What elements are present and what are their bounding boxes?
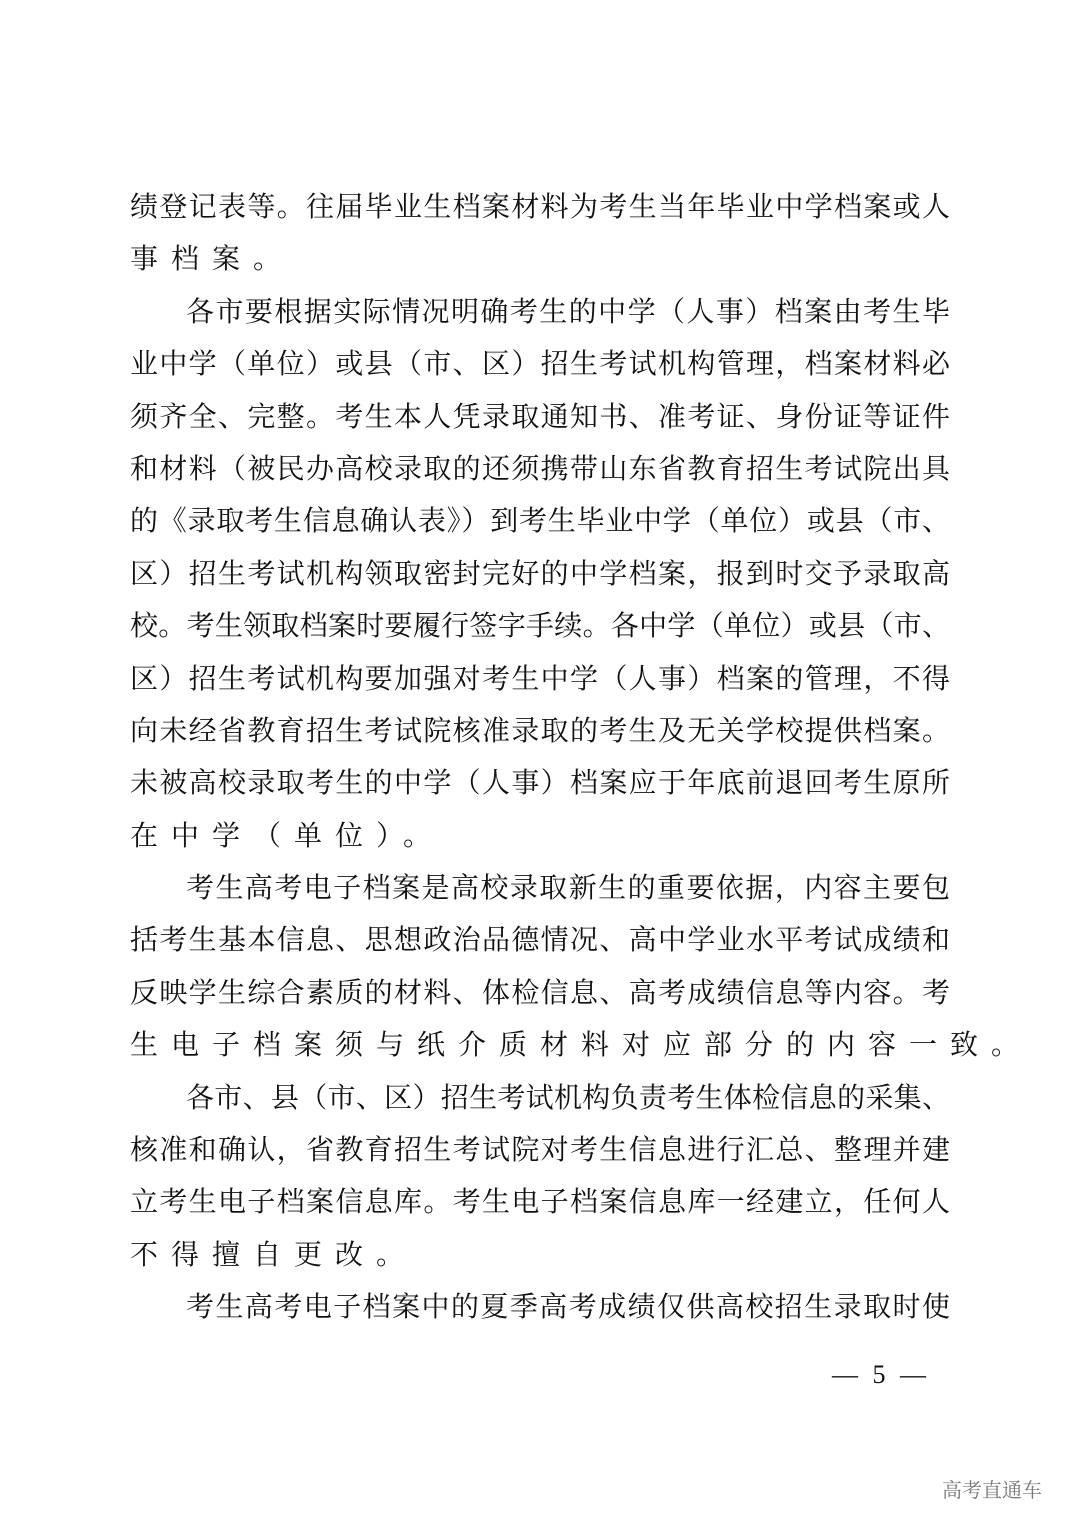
watermark: 高考直通车 [942, 1478, 1042, 1502]
text-line: 区）招生考试机构领取密封完好的中学档案，报到时交予录取高 [130, 556, 950, 590]
text-line: 不得擅自更改。 [130, 1237, 418, 1271]
text-line: 核准和确认，省教育招生考试院对考生信息进行汇总、整理并建 [130, 1133, 950, 1167]
text-line: 生电子档案须与纸介质材料对应部分的内容一致。 [130, 1028, 1033, 1062]
document-body [130, 181, 1033, 1334]
text-line: 考生高考电子档案是高校录取新生的重要依据，内容主要包 [186, 871, 950, 905]
text-line: 考生高考电子档案中的夏季高考成绩仅供高校招生录取时使 [186, 1290, 950, 1324]
text-line: 未被高校录取考生的中学（人事）档案应于年底前退回考生原所 [130, 766, 950, 800]
page-number: — 5 — [832, 1360, 930, 1389]
text-line: 反映学生综合素质的材料、体检信息、高考成绩信息等内容。考 [130, 975, 950, 1009]
text-line: 立考生电子档案信息库。考生电子档案信息库一经建立，任何人 [130, 1185, 950, 1219]
text-line: 区）招生考试机构要加强对考生中学（人事）档案的管理，不得 [130, 661, 950, 695]
text-line: 业中学（单位）或县（市、区）招生考试机构管理，档案材料必 [130, 347, 950, 381]
text-line: 向未经省教育招生考试院核准录取的考生及无关学校提供档案。 [130, 713, 950, 747]
text-line: 校。考生领取档案时要履行签字手续。各中学（单位）或县（市、 [130, 609, 950, 643]
text-line: 在中学（单位）。 [130, 818, 445, 852]
text-line: 的《录取考生信息确认表》）到考生毕业中学（单位）或县（市、 [130, 504, 950, 538]
text-line: 各市、县（市、区）招生考试机构负责考生体检信息的采集、 [186, 1080, 950, 1114]
text-line: 事档案。 [130, 242, 295, 276]
text-line: 各市要根据实际情况明确考生的中学（人事）档案由考生毕 [186, 294, 950, 328]
text-line: 和材料（被民办高校录取的还须携带山东省教育招生考试院出具 [130, 451, 950, 485]
text-line: 须齐全、完整。考生本人凭录取通知书、准考证、身份证等证件 [130, 399, 950, 433]
text-line: 绩登记表等。往届毕业生档案材料为考生当年毕业中学档案或人 [130, 190, 950, 223]
text-line: 括考生基本信息、思想政治品德情况、高中学业水平考试成绩和 [130, 923, 950, 957]
